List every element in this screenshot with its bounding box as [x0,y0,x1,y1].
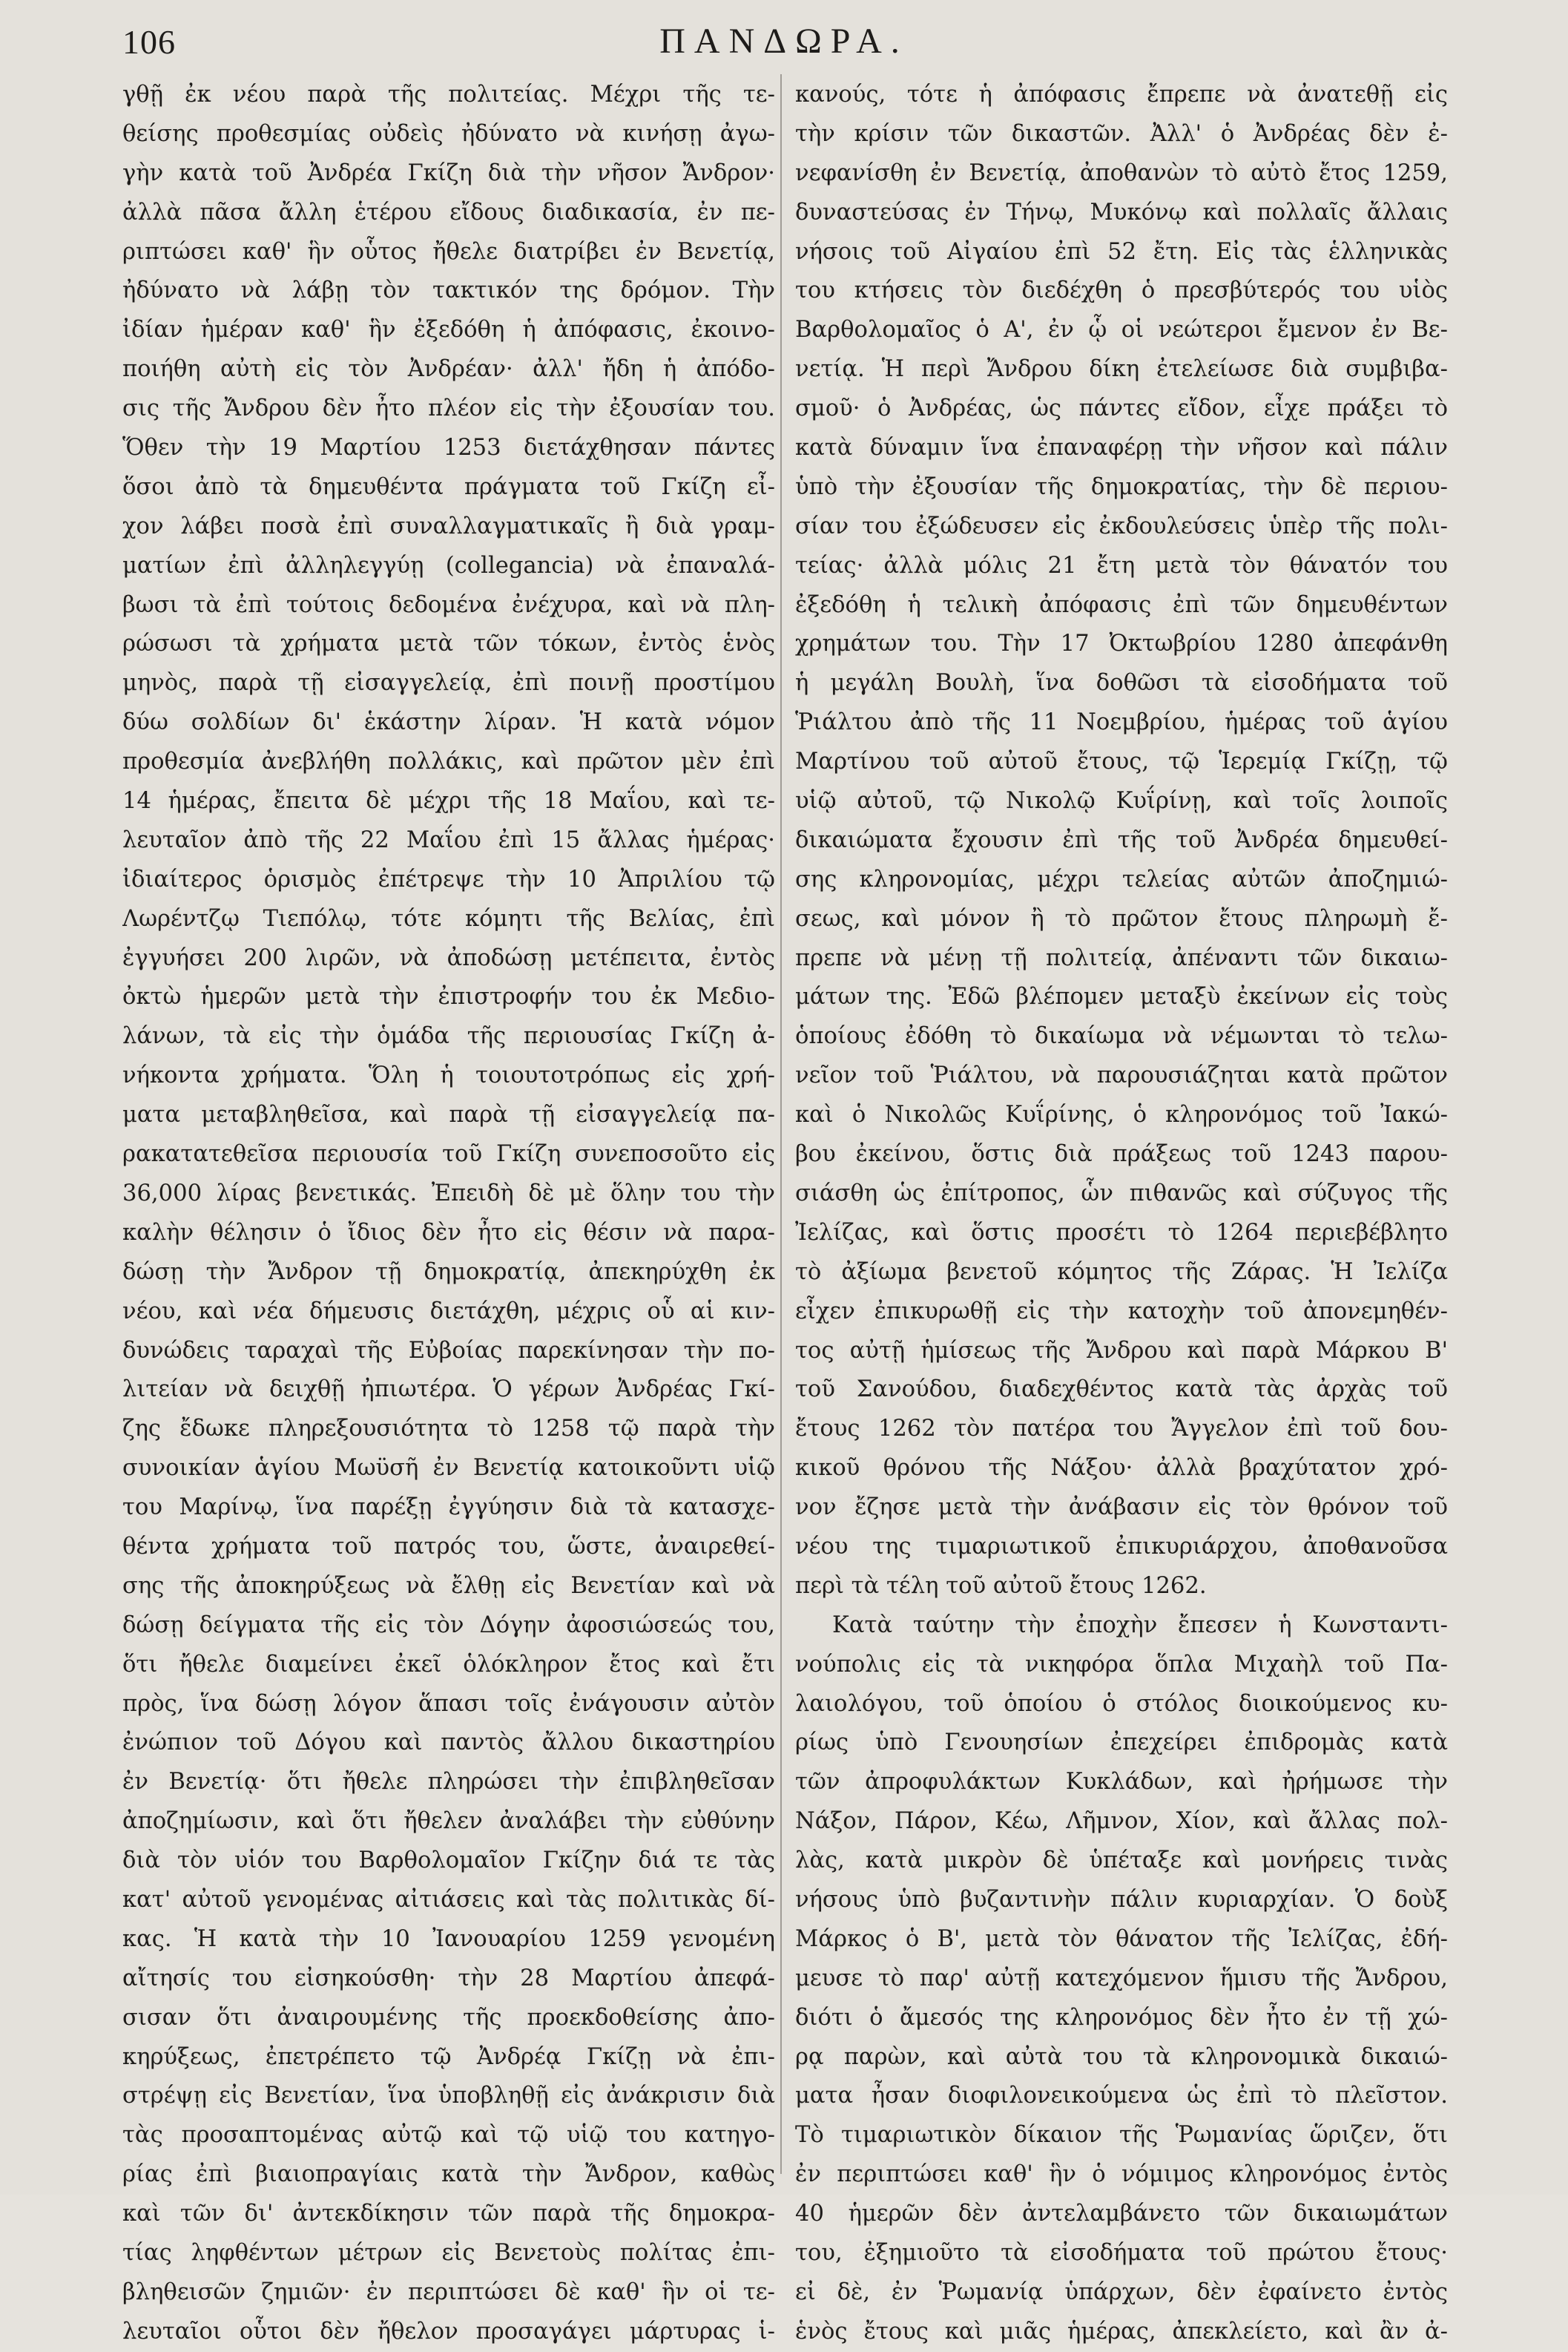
text-line: θείσης προθεσμίας οὐδεὶς ἠδύνατο νὰ κινήσῃ ἀγω- [122,120,775,147]
text-line: κανούς, τότε ἡ ἀπόφασις ἔπρεπε νὰ ἀνατεθῇ εἰς [795,82,1448,108]
text-line: τείας· ἀλλὰ μόλις 21 ἔτη μετὰ τὸν θάνατόν του [795,552,1448,579]
text-line: δύω σολδίων δι' ἑκάστην λίραν. Ἡ κατὰ νόμον [122,709,775,736]
text-line: νέου της τιμαριωτικοῦ ἐπικυριάρχου, ἀποθανοῦσα [795,1533,1448,1560]
text-line: τοῦ Σανούδου, διαδεχθέντος κατὰ τὰς ἀρχὰς τοῦ [795,1376,1448,1403]
text-line: Ῥιάλτου ἀπὸ τῆς 11 Νοεμβρίου, ἡμέρας τοῦ ἁγίου [795,709,1448,736]
page-number: 106 [122,23,176,61]
text-line: πρὸς, ἵνα δώσῃ λόγον ἅπασι τοῖς ἐνάγουσιν αὐτὸν [122,1690,775,1717]
text-line: νεῖον τοῦ Ῥιάλτου, νὰ παρουσιάζηται κατὰ πρῶτον [795,1062,1448,1089]
text-line: τὸ ἀξίωμα βενετοῦ κόμητος τῆς Ζάρας. Ἡ Ἰελίζα [795,1258,1448,1285]
text-line: γὴν κατὰ τοῦ Ἀνδρέα Γκίζη διὰ τὴν νῆσον Ἄνδρον· [122,160,775,186]
text-line: δώσῃ τὴν Ἄνδρον τῇ δημοκρατίᾳ, ἀπεκηρύχθη ἐκ [122,1258,775,1285]
text-line: ριπτώσει καθ' ἣν οὗτος ἤθελε διατρίβει ἐν Βενετίᾳ, [122,238,775,265]
text-line: ρίας ἐπὶ βιαιοπραγίαις κατὰ τὴν Ἄνδρον, καθὼς [122,2161,775,2188]
text-line: αἴτησίς του εἰσηκούσθη· τὴν 28 Μαρτίου ἀπεφά- [122,1965,775,1991]
text-line: ἐν περιπτώσει καθ' ἣν ὁ νόμιμος κληρονόμος ἐντὸς [795,2161,1448,2188]
text-line: νεφανίσθη ἐν Βενετίᾳ, ἀποθανὼν τὸ αὐτὸ ἔτος 1259, [795,160,1448,186]
text-line: μηνὸς, παρὰ τῇ εἰσαγγελείᾳ, ἐπὶ ποινῇ προστίμου [122,670,775,697]
text-line: ὀκτὼ ἡμερῶν μετὰ τὴν ἐπιστροφήν του ἐκ Μεδιο- [122,984,775,1011]
text-line: νήσοις τοῦ Αἰγαίου ἐπὶ 52 ἔτη. Εἰς τὰς ἑλληνικὰς [795,238,1448,265]
text-line: σης κληρονομίας, μέχρι τελείας αὐτῶν ἀποζημιώ- [795,866,1448,893]
text-line: χον λάβει ποσὰ ἐπὶ συναλλαγματικαῖς ἢ διὰ γραμ- [122,513,775,539]
text-line: λιτείαν νὰ δειχθῇ ἠπιωτέρα. Ὁ γέρων Ἀνδρέας Γκί- [122,1376,775,1403]
text-line: εἶχεν ἐπικυρωθῇ εἰς τὴν κατοχὴν τοῦ ἀπονεμηθέν- [795,1298,1448,1324]
text-line: κικοῦ θρόνου τῆς Νάξου· ἀλλὰ βραχύτατον χρό- [795,1455,1448,1482]
text-line: Μάρκος ὁ Β', μετὰ τὸν θάνατον τῆς Ἰελίζας, ἐδή- [795,1925,1448,1952]
text-line: μευσε τὸ παρ' αὐτῇ κατεχόμενον ἥμισυ τῆς Ἄνδρου, [795,1965,1448,1991]
text-line: θέντα χρήματα τοῦ πατρός του, ὥστε, ἀναιρεθεί- [122,1533,775,1560]
text-line: συνοικίαν ἁγίου Μωϋσῆ ἐν Βενετίᾳ κατοικοῦντι υἱῷ [122,1455,775,1482]
text-line: ἰδίαν ἡμέραν καθ' ἣν ἐξεδόθη ἡ ἀπόφασις, ἐκοινο- [122,317,775,344]
text-line: λευταῖοι οὗτοι δὲν ἤθελον προσαγάγει μάρτυρας ἱ- [122,2318,775,2345]
text-line: σεως, καὶ μόνον ἢ τὸ πρῶτον ἔτους πληρωμὴ ἔ- [795,905,1448,932]
text-line: του, ἐξημιοῦτο τὰ εἰσοδήματα τοῦ πρώτου ἔτους· [795,2239,1448,2266]
text-line: ἔτους 1262 τὸν πατέρα του Ἄγγελον ἐπὶ τοῦ δου- [795,1416,1448,1442]
text-line: ρᾳ παρὼν, καὶ αὐτὰ του τὰ κληρονομικὰ δικαιώ- [795,2043,1448,2070]
text-line: δυνώδεις ταραχαὶ τῆς Εὐβοίας παρεκίνησαν τὴν πο- [122,1337,775,1364]
text-line: τὰς προσαπτομένας αὐτῷ καὶ τῷ υἱῷ του κατηγο- [122,2122,775,2149]
text-line: λὰς, κατὰ μικρὸν δὲ ὑπέταξε καὶ μονήρεις τινὰς [795,1847,1448,1874]
text-line: βου ἐκείνου, ὅστις διὰ πράξεως τοῦ 1243 παρου- [795,1141,1448,1168]
text-line: ὑπὸ τὴν ἐξουσίαν τῆς δημοκρατίας, τὴν δὲ περιου- [795,473,1448,500]
text-line: περὶ τὰ τέλη τοῦ αὐτοῦ ἔτους 1262. [795,1572,1207,1599]
text-line: ἑνὸς ἔτους καὶ μιᾶς ἡμέρας, ἀπεκλείετο, καὶ ἂν ἀ- [795,2318,1448,2345]
text-line: καλὴν θέλησιν ὁ ἴδιος δὲν ἦτο εἰς θέσιν νὰ παρα- [122,1219,775,1246]
text-line: ρώσωσι τὰ χρήματα μετὰ τῶν τόκων, ἐντὸς ἑνὸς [122,631,775,657]
text-line: νήκοντα χρήματα. Ὅλη ἡ τοιουτοτρόπως εἰς χρή- [122,1062,775,1089]
text-line: νέου, καὶ νέα δήμευσις διετάχθη, μέχρις οὗ αἱ κιν- [122,1298,775,1324]
text-line: Ἰελίζας, καὶ ὅστις προσέτι τὸ 1264 περιεβέβλητο [795,1219,1448,1246]
text-line: σις τῆς Ἄνδρου δὲν ἦτο πλέον εἰς τὴν ἐξουσίαν του. [122,395,775,422]
text-line: υἱῷ αὐτοῦ, τῷ Νικολῷ Κυΐρίνῃ, καὶ τοῖς λοιποῖς [795,788,1448,815]
text-line: κας. Ἡ κατὰ τὴν 10 Ἰανουαρίου 1259 γενομένη [122,1925,775,1952]
text-line: δώσῃ δείγματα τῆς εἰς τὸν Δόγην ἀφοσιώσεώς του, [122,1612,775,1638]
text-line: σης τῆς ἀποκηρύξεως νὰ ἔλθῃ εἰς Βενετίαν καὶ νὰ [122,1572,775,1599]
text-line: 36,000 λίρας βενετικάς. Ἐπειδὴ δὲ μὲ ὅλην του τὴν [122,1180,775,1206]
text-line: κατ' αὐτοῦ γενομένας αἰτιάσεις καὶ τὰς πολιτικὰς δί- [122,1886,775,1913]
text-line: ρακατατεθεῖσα περιουσία τοῦ Γκίζη συνεποσοῦτο εἰς [122,1141,775,1168]
text-line: σμοῦ· ὁ Ἀνδρέας, ὡς πάντες εἴδον, εἶχε πράξει τὸ [795,395,1448,422]
text-line: εἰ δὲ, ἐν Ῥωμανίᾳ ὑπάρχων, δὲν ἐφαίνετο ἐντὸς [795,2279,1448,2305]
text-line: στρέψῃ εἰς Βενετίαν, ἵνα ὑποβληθῇ εἰς ἀνάκρισιν διὰ [122,2083,775,2109]
text-line: ἐγγυήσει 200 λιρῶν, νὰ ἀποδώσῃ μετέπειτα, ἐντὸς [122,945,775,971]
text-line: τίας ληφθέντων μέτρων εἰς Βενετοὺς πολίτας ἐπι- [122,2239,775,2266]
text-line: ζης ἔδωκε πληρεξουσιότητα τὸ 1258 τῷ παρὰ τὴν [122,1416,775,1442]
text-line: ὁποίους ἐδόθη τὸ δικαίωμα νὰ νέμωνται τὸ τελω- [795,1023,1448,1050]
text-line: ἡ μεγάλη Βουλὴ, ἵνα δοθῶσι τὰ εἰσοδήματα τοῦ [795,670,1448,697]
text-line: διὰ τὸν υἱόν του Βαρθολομαῖον Γκίζην διά τε τὰς [122,1847,775,1874]
text-line: κατὰ δύναμιν ἵνα ἐπαναφέρῃ τὴν νῆσον καὶ πάλιν [795,435,1448,461]
text-line: 14 ἡμέρας, ἔπειτα δὲ μέχρι τῆς 18 Μαΐου, καὶ τε- [122,788,775,815]
text-line: ἀποζημίωσιν, καὶ ὅτι ἤθελεν ἀναλάβει τὴν εὐθύνην [122,1808,775,1835]
text-line: Κατὰ ταύτην τὴν ἐποχὴν ἔπεσεν ἡ Κωνσταντι- [832,1612,1448,1638]
text-line: ἐν Βενετίᾳ· ὅτι ἤθελε πληρώσει τὴν ἐπιβληθεῖσαν [122,1769,775,1796]
text-line: προθεσμία ἀνεβλήθη πολλάκις, καὶ πρῶτον μὲν ἐπὶ [122,749,775,775]
text-line: νούπολις εἰς τὰ νικηφόρα ὅπλα Μιχαὴλ τοῦ Πα- [795,1651,1448,1678]
text-line: λευταῖον ἀπὸ τῆς 22 Μαΐου ἐπὶ 15 ἄλλας ἡμέρας· [122,827,775,853]
text-line: τὴν κρίσιν τῶν δικαστῶν. Ἀλλ' ὁ Ἀνδρέας δὲν ἐ- [795,120,1448,147]
text-line: νον ἔζησε μετὰ τὴν ἀνάβασιν εἰς τὸν θρόνον τοῦ [795,1494,1448,1521]
text-line: νετίᾳ. Ἡ περὶ Ἄνδρου δίκη ἐτελείωσε διὰ συμβιβα- [795,356,1448,383]
text-line: τῶν ἀπροφυλάκτων Κυκλάδων, καὶ ἠρήμωσε τὴν [795,1769,1448,1796]
text-line: χρημάτων του. Τὴν 17 Ὀκτωβρίου 1280 ἀπεφάνθη [795,631,1448,657]
text-line: του Μαρίνῳ, ἵνα παρέξῃ ἐγγύησιν διὰ τὰ κατασχε- [122,1494,775,1521]
text-line: μάτων της. Ἐδῶ βλέπομεν μεταξὺ ἐκείνων εἰς τοὺς [795,984,1448,1011]
text-line: Μαρτίνου τοῦ αὐτοῦ ἔτους, τῷ Ἱερεμίᾳ Γκίζῃ, τῷ [795,749,1448,775]
column-divider [780,74,782,2174]
text-line: γθῇ ἐκ νέου παρὰ τῆς πολιτείας. Μέχρι τῆς τε- [122,82,775,108]
text-line: πρεπε νὰ μένῃ τῇ πολιτείᾳ, ἀπέναντι τῶν δικαιω- [795,945,1448,971]
running-title: ΠΑΝΔΩΡΑ. [659,22,909,61]
text-line: 40 ἡμερῶν δὲν ἀντελαμβάνετο τῶν δικαιωμάτων [795,2201,1448,2227]
text-line: ἐξεδόθη ἡ τελικὴ ἀπόφασις ἐπὶ τῶν δημευθέντων [795,591,1448,618]
text-line: ὅσοι ἀπὸ τὰ δημευθέντα πράγματα τοῦ Γκίζη εἶ- [122,473,775,500]
text-line: Νάξον, Πάρον, Κέω, Λῆμνον, Χίον, καὶ ἄλλας πολ- [795,1808,1448,1835]
text-line: Λωρέντζῳ Τιεπόλῳ, τότε κόμητι τῆς Βελίας, ἐπὶ [122,905,775,932]
text-line: σίαν του ἐξώδευσεν εἰς ἐκδουλεύσεις ὑπὲρ τῆς πολι- [795,513,1448,539]
text-line: ἀλλὰ πᾶσα ἄλλη ἑτέρου εἴδους διαδικασία, ἐν πε- [122,199,775,226]
text-line: ρίως ὑπὸ Γενουησίων ἐπεχείρει ἐπιδρομὰς κατὰ [795,1729,1448,1756]
text-line: σισαν ὅτι ἀναιρουμένης τῆς προεκδοθείσης ἀπο- [122,2004,775,2031]
text-line: νήσους ὑπὸ βυζαντινὴν πάλιν κυριαρχίαν. Ὁ δοὺξ [795,1886,1448,1913]
text-line: καὶ ὁ Νικολῶς Κυΐρίνης, ὁ κληρονόμος τοῦ Ἰακώ- [795,1102,1448,1129]
text-line: Ὅθεν τὴν 19 Μαρτίου 1253 διετάχθησαν πάντες [122,435,775,461]
text-line: ποιήθη αὐτὴ εἰς τὸν Ἀνδρέαν· ἀλλ' ἤδη ἡ ἀπόδο- [122,356,775,383]
text-line: κηρύξεως, ἐπετρέπετο τῷ Ἀνδρέᾳ Γκίζῃ νὰ ἐπι- [122,2043,775,2070]
text-line: σιάσθη ὡς ἐπίτροπος, ὧν πιθανῶς καὶ σύζυγος τῆς [795,1180,1448,1206]
text-line: καὶ τῶν δι' ἀντεκδίκησιν τῶν παρὰ τῆς δημοκρα- [122,2201,775,2227]
left-text-column [122,76,775,2352]
right-text-column [795,76,1448,2352]
text-line: ἠδύνατο νὰ λάβῃ τὸν τακτικόν της δρόμον. Τὴν [122,277,775,304]
text-line: λαιολόγου, τοῦ ὁποίου ὁ στόλος διοικούμενος κυ- [795,1690,1448,1717]
text-line: δυναστεύσας ἐν Τήνῳ, Μυκόνῳ καὶ πολλαῖς ἄλλαις [795,199,1448,226]
text-line: βληθεισῶν ζημιῶν· ἐν περιπτώσει δὲ καθ' ἣν οἱ τε- [122,2279,775,2305]
text-line: του κτήσεις τὸν διεδέχθη ὁ πρεσβύτερός του υἱὸς [795,277,1448,304]
text-line: Βαρθολομαῖος ὁ Α', ἐν ᾧ οἱ νεώτεροι ἔμενον ἐν Βε- [795,317,1448,344]
text-line: ἐνώπιον τοῦ Δόγου καὶ παντὸς ἄλλου δικαστηρίου [122,1729,775,1756]
text-line: τος αὐτῇ ἡμίσεως τῆς Ἄνδρου καὶ παρὰ Μάρκου Β' [795,1337,1448,1364]
text-line: Τὸ τιμαριωτικὸν δίκαιον τῆς Ῥωμανίας ὥριζεν, ὅτι [795,2122,1448,2149]
text-line: ματίων ἐπὶ ἀλληλεγγύῃ (collegancia) νὰ ἐπαναλά- [122,552,775,579]
text-line: διότι ὁ ἄμεσός της κληρονόμος δὲν ἦτο ἐν τῇ χώ- [795,2004,1448,2031]
text-line: ματα ἦσαν διοφιλονεικούμενα ὡς ἐπὶ τὸ πλεῖστον. [795,2083,1448,2109]
text-line: ὅτι ἤθελε διαμείνει ἐκεῖ ὁλόκληρον ἔτος καὶ ἔτι [122,1651,775,1678]
text-line: δικαιώματα ἔχουσιν ἐπὶ τῆς τοῦ Ἀνδρέα δημευθεί- [795,827,1448,853]
text-line: λάνων, τὰ εἰς τὴν ὁμάδα τῆς περιουσίας Γκίζη ἀ- [122,1023,775,1050]
text-line: βωσι τὰ ἐπὶ τούτοις δεδομένα ἐνέχυρα, καὶ νὰ πλη- [122,591,775,618]
text-line: ἰδιαίτερος ὁρισμὸς ἐπέτρεψε τὴν 10 Ἀπριλίου τῷ [122,866,775,893]
text-line: ματα μεταβληθεῖσα, καὶ παρὰ τῇ εἰσαγγελείᾳ πα- [122,1102,775,1129]
